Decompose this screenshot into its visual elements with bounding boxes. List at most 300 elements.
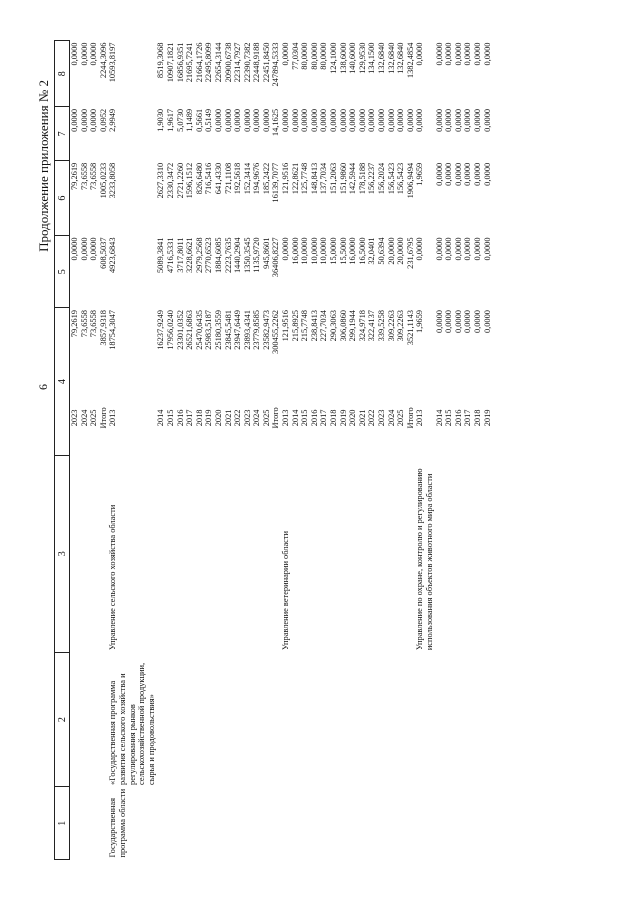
value-cell: 0,0000 — [309, 108, 319, 132]
value-cell: 5089,3841 — [156, 237, 166, 274]
value-cell: 80,0000 — [319, 42, 329, 70]
value-cell: 0,0000 — [453, 237, 463, 261]
value-cell: 3521,1143 — [405, 310, 415, 346]
table-header — [55, 41, 70, 860]
value-cell: 80,0000 — [309, 42, 319, 70]
value-cell: 0,0000 — [434, 108, 444, 132]
year-cell: 2024 — [252, 409, 262, 427]
value-cell: 4923,6843 — [108, 237, 118, 274]
value-cell: 4716,5331 — [165, 237, 175, 274]
value-cell: 22448,9188 — [252, 42, 262, 83]
executor-cell — [310, 455, 320, 652]
value-cell: 156,5423 — [396, 162, 406, 195]
value-cell: 299,1944 — [348, 310, 358, 342]
value-cell: 0,0000 — [89, 42, 99, 66]
program-cell — [415, 787, 434, 860]
value-cell: 0,0000 — [472, 42, 482, 66]
value-cell: 1,9617 — [165, 108, 175, 132]
table-row — [435, 41, 445, 860]
subprogram-cell — [415, 652, 434, 787]
value-cell: 0,0952 — [98, 108, 108, 132]
value-cell: 50,6394 — [377, 237, 386, 265]
value-cell: 137,7034 — [319, 162, 329, 195]
value-cell: 2770,6523 — [204, 237, 214, 274]
value-cell: 1906,9494 — [405, 162, 415, 199]
program-cell — [329, 787, 339, 860]
table-row — [473, 41, 483, 860]
executor-cell — [176, 455, 186, 652]
value-cell: 192,5618 — [233, 162, 243, 195]
year-cell: 2017 — [185, 409, 195, 427]
value-cell: 0,0000 — [405, 108, 415, 132]
subprogram-cell — [348, 652, 358, 787]
table-row — [80, 41, 90, 860]
value-cell: 0,0000 — [434, 162, 444, 186]
subprogram-cell — [80, 652, 90, 787]
value-cell: 0,0000 — [482, 162, 492, 186]
value-cell: 215,7748 — [300, 310, 310, 342]
value-cell: 0,0000 — [329, 108, 339, 132]
subprogram-cell — [185, 652, 195, 787]
subprogram-cell — [99, 652, 109, 787]
page-number: 6 — [36, 384, 50, 390]
value-cell: 151,9860 — [338, 162, 348, 195]
table-row — [271, 41, 281, 860]
program-cell — [176, 787, 186, 860]
year-cell: 2013 — [415, 409, 425, 427]
program-cell — [319, 787, 329, 860]
subprogram-cell — [262, 652, 272, 787]
value-cell: 16237,9249 — [156, 310, 166, 350]
executor-cell — [166, 455, 176, 652]
subprogram-cell — [483, 652, 493, 787]
subprogram-cell — [176, 652, 186, 787]
value-cell: 0,0000 — [434, 237, 444, 261]
value-cell: 23893,4341 — [242, 310, 252, 350]
value-cell: 142,5944 — [348, 162, 358, 195]
value-cell: 0,0000 — [482, 237, 492, 261]
year-cell: 2020 — [348, 409, 358, 427]
value-cell: 0,0000 — [233, 108, 243, 132]
value-cell: 16139,7077 — [271, 162, 281, 203]
program-cell — [252, 787, 262, 860]
value-cell: 23845,5481 — [223, 310, 233, 350]
executor-cell: Управление сельского хозяйства области — [108, 504, 118, 651]
value-cell: 0,0000 — [463, 237, 473, 261]
value-cell: 3233,8058 — [108, 162, 118, 199]
table-row — [300, 41, 310, 860]
table-row — [214, 41, 224, 860]
value-cell: 14,1625 — [271, 108, 281, 137]
year-cell: 2017 — [319, 409, 329, 427]
subprogram-cell — [387, 652, 397, 787]
table-row — [377, 41, 387, 860]
value-cell: 1,1489 — [185, 108, 195, 132]
subprogram-cell — [444, 652, 454, 787]
value-cell: 0,0000 — [444, 108, 454, 132]
executor-cell: Управление ветеринарии области — [281, 530, 291, 651]
program-cell — [99, 787, 109, 860]
value-cell: 0,0000 — [415, 237, 425, 261]
table-row — [176, 41, 186, 860]
program-cell — [281, 787, 291, 860]
year-cell: 2015 — [165, 409, 175, 427]
table-row — [195, 41, 205, 860]
executor-cell — [224, 455, 234, 652]
value-cell: 0,0000 — [453, 42, 463, 66]
value-cell: 0,0000 — [79, 108, 89, 132]
value-cell: 290,3063 — [329, 310, 339, 342]
value-cell: 0,0000 — [453, 162, 463, 186]
value-cell: 148,8413 — [309, 162, 319, 195]
value-cell: 0,0000 — [242, 108, 252, 132]
program-cell — [204, 787, 214, 860]
value-cell: 73,6558 — [79, 162, 89, 191]
subprogram-cell — [281, 652, 291, 787]
table-row — [156, 41, 166, 860]
value-cell: 0,0000 — [415, 42, 425, 66]
value-cell: 20,0000 — [386, 237, 396, 265]
table-row — [329, 41, 339, 860]
executor-cell — [387, 455, 397, 652]
value-cell: 306,0860 — [338, 310, 348, 342]
year-cell: 2019 — [482, 409, 492, 427]
col-header: 3 — [55, 455, 70, 652]
table-row — [224, 41, 234, 860]
year-cell: 2021 — [223, 409, 233, 427]
col-header: 6 — [55, 161, 70, 236]
executor-cell — [291, 455, 301, 652]
subprogram-cell — [204, 652, 214, 787]
year-cell: 2019 — [204, 409, 214, 427]
program-cell — [262, 787, 272, 860]
subprogram-cell — [291, 652, 301, 787]
value-cell: 0,0000 — [396, 108, 406, 132]
value-cell: 0,0000 — [434, 310, 444, 334]
year-cell: 2016 — [309, 409, 319, 427]
table-row — [463, 41, 473, 860]
year-cell: 2023 — [70, 409, 79, 427]
executor-cell — [70, 455, 80, 652]
value-cell: 0,0000 — [261, 108, 271, 132]
subprogram-cell — [252, 652, 262, 787]
value-cell: 22314,7927 — [233, 42, 243, 83]
value-cell: 0,0000 — [434, 42, 444, 66]
value-cell: 0,0000 — [415, 108, 425, 132]
value-cell: 152,3414 — [242, 162, 252, 195]
value-cell: 10907,1821 — [165, 42, 175, 83]
year-cell: 2015 — [444, 409, 454, 427]
executor-cell — [80, 455, 90, 652]
program-cell — [348, 787, 358, 860]
value-cell: 26521,6863 — [185, 310, 195, 350]
value-cell: 129,9530 — [357, 42, 367, 74]
program-cell — [310, 787, 320, 860]
value-cell: 0,0000 — [444, 42, 454, 66]
table-row — [185, 41, 195, 860]
subprogram-cell — [195, 652, 205, 787]
table-row — [233, 41, 243, 860]
program-cell — [89, 787, 99, 860]
value-cell: 17956,0240 — [165, 310, 175, 350]
executor-cell — [252, 455, 262, 652]
subprogram-cell — [310, 652, 320, 787]
subprogram-cell — [435, 652, 445, 787]
subprogram-cell — [243, 652, 253, 787]
value-cell: 2330,3472 — [165, 162, 175, 199]
value-cell: 10,0000 — [319, 237, 329, 265]
program-cell — [396, 787, 406, 860]
value-cell: 194,9676 — [252, 162, 262, 195]
value-cell: 2,9949 — [108, 108, 118, 132]
value-cell: 138,6000 — [338, 42, 348, 74]
year-cell: 2017 — [463, 409, 473, 427]
subprogram-cell — [329, 652, 339, 787]
value-cell: 0,0000 — [70, 108, 79, 132]
value-cell: 0,0000 — [482, 108, 492, 132]
table-row — [483, 41, 493, 860]
value-cell: 339,5258 — [377, 310, 386, 342]
value-cell: 22495,8099 — [204, 42, 214, 83]
value-cell: 77,0304 — [290, 42, 300, 70]
subprogram-cell — [463, 652, 473, 787]
year-cell: 2015 — [300, 409, 310, 427]
year-cell: 2024 — [79, 409, 89, 427]
value-cell: 0,0000 — [89, 237, 99, 261]
value-cell: 0,0000 — [290, 108, 300, 132]
value-cell: 73,6558 — [89, 162, 99, 191]
value-cell: 22390,7382 — [242, 42, 252, 83]
program-cell — [271, 787, 281, 860]
year-cell: 2023 — [242, 409, 252, 427]
value-cell: 23582,9473 — [261, 310, 271, 350]
executor-cell — [339, 455, 349, 652]
value-cell: 641,4330 — [213, 162, 223, 195]
value-cell: 0,0000 — [444, 310, 454, 334]
subprogram-cell — [70, 652, 80, 787]
program-cell — [300, 787, 310, 860]
program-cell — [367, 787, 377, 860]
value-cell: 156,5423 — [386, 162, 396, 195]
value-cell: 132,6840 — [377, 42, 386, 74]
executor-cell — [99, 455, 109, 652]
value-cell: 16856,9351 — [175, 42, 185, 83]
table-row — [281, 41, 291, 860]
value-cell: 3717,8011 — [175, 237, 185, 273]
value-cell: 1350,3545 — [242, 237, 252, 274]
subprogram-cell — [396, 652, 406, 787]
table-row — [358, 41, 368, 860]
value-cell: 32,0401 — [367, 237, 377, 265]
executor-cell — [483, 455, 493, 652]
table-row — [204, 41, 214, 860]
value-cell: 0,0000 — [444, 162, 454, 186]
value-cell: 0,0000 — [300, 108, 310, 132]
subprogram-cell — [300, 652, 310, 787]
value-cell: 125,7748 — [300, 162, 310, 195]
subprogram-cell — [214, 652, 224, 787]
value-cell: 73,6558 — [89, 310, 99, 338]
table-row — [166, 41, 176, 860]
value-cell: 124,1000 — [329, 42, 339, 74]
value-cell: 25470,6435 — [194, 310, 204, 350]
value-cell: 238,8413 — [309, 310, 319, 342]
year-cell: 2018 — [329, 409, 339, 427]
year-cell: 2023 — [377, 409, 386, 427]
subprogram-cell — [156, 652, 166, 787]
table-row — [387, 41, 397, 860]
year-cell: 2024 — [386, 409, 396, 427]
col-header: 7 — [55, 107, 70, 161]
value-cell: 22654,3144 — [213, 42, 223, 83]
year-cell: 2016 — [453, 409, 463, 427]
value-cell: 0,0000 — [281, 237, 291, 261]
value-cell: 0,0000 — [472, 162, 482, 186]
value-cell: 247894,5333 — [271, 42, 281, 87]
subprogram-cell — [367, 652, 377, 787]
value-cell: 0,0000 — [367, 108, 377, 132]
value-cell: 156,2237 — [367, 162, 377, 195]
program-cell — [291, 787, 301, 860]
table-row — [252, 41, 262, 860]
value-cell: 2223,7635 — [223, 237, 233, 274]
value-cell: 0,0000 — [472, 310, 482, 334]
table-row — [291, 41, 301, 860]
value-cell: 0,0000 — [213, 108, 223, 132]
value-cell: 1,9659 — [415, 310, 425, 334]
value-cell: 0,0000 — [223, 108, 233, 132]
table-row — [444, 41, 454, 860]
value-cell: 826,6480 — [194, 162, 204, 195]
executor-cell — [454, 455, 464, 652]
value-cell: 18754,3047 — [108, 310, 118, 350]
subprogram-cell — [339, 652, 349, 787]
table-row — [108, 41, 156, 860]
subprogram-cell — [224, 652, 234, 787]
value-cell: 140,6000 — [348, 42, 358, 74]
program-cell — [473, 787, 483, 860]
value-cell: 0,0000 — [482, 310, 492, 334]
value-cell: 0,0000 — [482, 42, 492, 66]
financing-table — [54, 40, 492, 860]
value-cell: 10,0000 — [309, 237, 319, 265]
value-cell: 0,5149 — [204, 108, 214, 132]
executor-cell — [444, 455, 454, 652]
program-cell — [463, 787, 473, 860]
year-cell: 2013 — [108, 409, 118, 427]
year-cell: 2014 — [156, 409, 166, 427]
value-cell: 25983,5187 — [204, 310, 214, 350]
program-cell — [166, 787, 176, 860]
value-cell: 324,9718 — [357, 310, 367, 342]
value-cell: 215,8925 — [290, 310, 300, 342]
value-cell: 16,0000 — [290, 237, 300, 265]
value-cell: 2244,3096 — [98, 42, 108, 79]
table-row — [367, 41, 377, 860]
subprogram-cell — [271, 652, 281, 787]
value-cell: 0,0000 — [386, 108, 396, 132]
value-cell: 122,8621 — [290, 162, 300, 195]
value-cell: 227,7034 — [319, 310, 329, 342]
program-cell — [80, 787, 90, 860]
executor-cell — [396, 455, 406, 652]
executor-cell: Управление по охране, контролю и регулированию использования объектов животного мира области — [415, 468, 434, 651]
table-row — [348, 41, 358, 860]
executor-cell — [319, 455, 329, 652]
executor-cell — [214, 455, 224, 652]
value-cell: 231,6795 — [405, 237, 415, 269]
value-cell: 151,2063 — [329, 162, 339, 195]
value-cell: 1382,4854 — [405, 42, 415, 79]
year-cell: 2020 — [213, 409, 223, 427]
executor-cell — [195, 455, 205, 652]
year-cell: 2014 — [290, 409, 300, 427]
value-cell: 0,0000 — [348, 108, 358, 132]
program-cell — [406, 787, 416, 860]
program-cell — [224, 787, 234, 860]
value-cell: 15,0000 — [329, 237, 339, 265]
value-cell: 3228,6621 — [185, 237, 195, 274]
value-cell: 0,0000 — [70, 237, 79, 261]
subprogram-cell — [377, 652, 387, 787]
value-cell: 716,5416 — [204, 162, 214, 195]
executor-cell — [243, 455, 253, 652]
col-header: 1 — [55, 787, 70, 860]
value-cell: 1596,1512 — [185, 162, 195, 199]
executor-cell — [271, 455, 281, 652]
program-cell — [358, 787, 368, 860]
value-cell: 5,0730 — [175, 108, 185, 132]
program-cell — [195, 787, 205, 860]
value-cell: 0,0000 — [252, 108, 262, 132]
year-cell: Итого — [98, 407, 108, 429]
value-cell: 0,0000 — [463, 42, 473, 66]
value-cell: 0,0000 — [281, 108, 291, 132]
value-cell: 132,6840 — [396, 42, 406, 74]
value-cell: 134,1500 — [367, 42, 377, 74]
table-row — [310, 41, 320, 860]
col-header: 2 — [55, 652, 70, 787]
year-cell: 2018 — [194, 409, 204, 427]
value-cell: 0,0000 — [453, 310, 463, 334]
program-cell — [70, 787, 80, 860]
executor-cell — [358, 455, 368, 652]
value-cell: 0,0000 — [338, 108, 348, 132]
value-cell: 0,0000 — [472, 237, 482, 261]
value-cell: 23947,6449 — [233, 310, 243, 350]
program-cell — [243, 787, 253, 860]
year-cell: 2022 — [367, 409, 377, 427]
value-cell: 178,5188 — [357, 162, 367, 195]
executor-cell — [406, 455, 416, 652]
value-cell: 156,2024 — [377, 162, 386, 195]
executor-cell — [348, 455, 358, 652]
program-cell — [387, 787, 397, 860]
value-cell: 945,8601 — [261, 237, 271, 269]
subprogram-cell — [89, 652, 99, 787]
value-cell: 721,1108 — [223, 162, 233, 194]
table-row — [319, 41, 329, 860]
value-cell: 0,0000 — [463, 108, 473, 132]
rotated-page — [36, 40, 600, 860]
value-cell: 0,0000 — [79, 237, 89, 261]
value-cell: 0,5661 — [194, 108, 204, 132]
value-cell: 16,5000 — [357, 237, 367, 265]
table-row — [454, 41, 464, 860]
value-cell: 1,9030 — [156, 108, 166, 132]
year-cell: Итого — [271, 407, 281, 429]
value-cell: 0,0000 — [357, 108, 367, 132]
